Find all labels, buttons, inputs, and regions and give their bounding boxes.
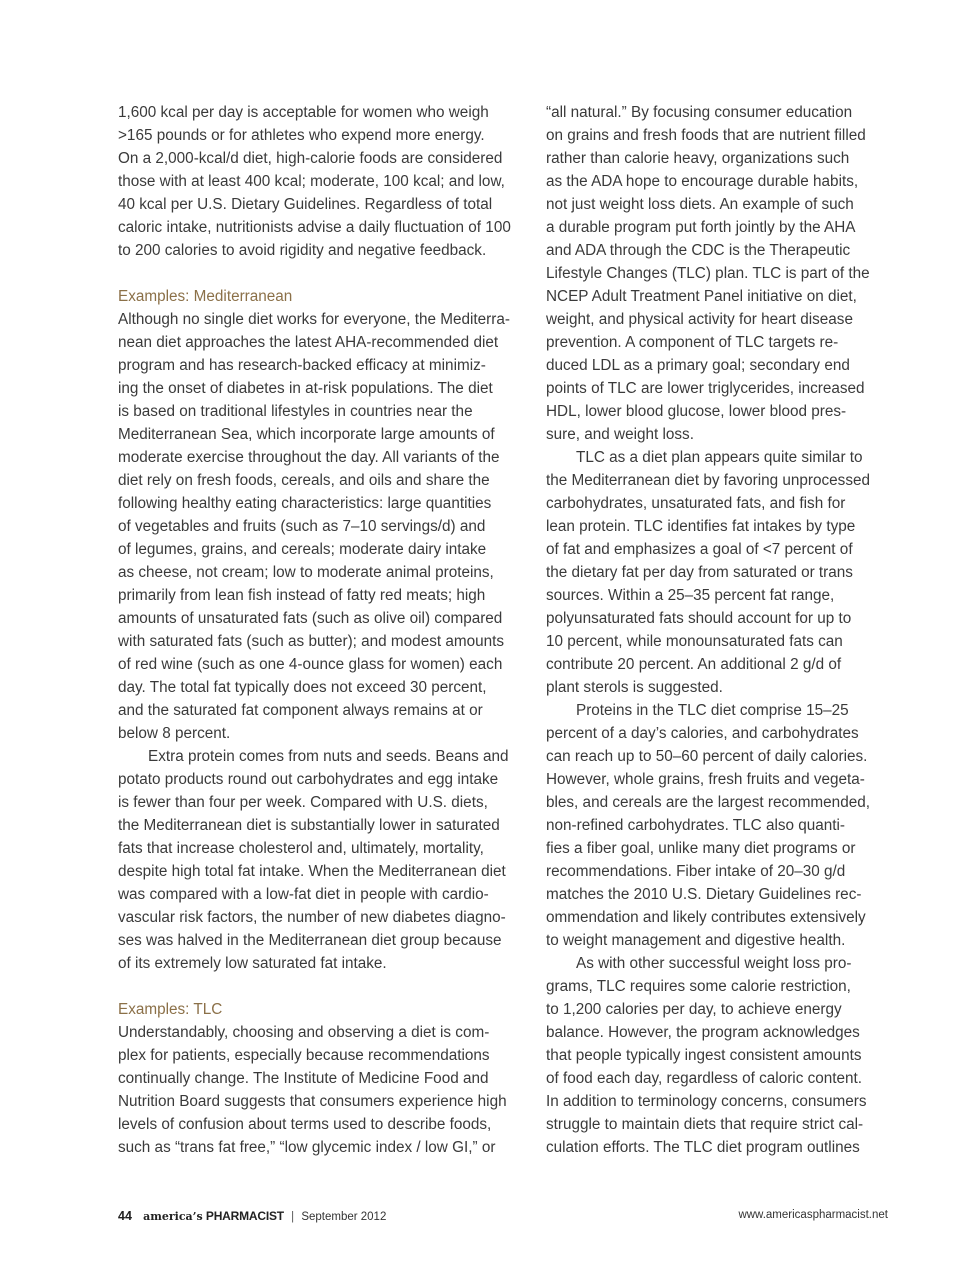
right-paragraph-1: “all natural.” By focusing consumer education on grains and fresh foods that are nutrient filled rather than calorie heavy, organizations such as the ADA hope to encourage durable habits, not just weight loss diets. An example of such a durable program put forth jointly by the AHA and ADA through the CDC is the Therapeutic Lifestyle Changes (TLC) plan. TLC is part of the NCEP Adult Treatment Panel initiative on diet, weight, and physical activity for heart disease prevention. A component of TLC targets re- duced LDL as a primary goal; secondary end points of TLC are lower triglycerides, increased HDL, lower blood glucose, lower blood pres- sure, and weight loss. bbox=[546, 104, 870, 443]
heading-tlc: Examples: TLC bbox=[118, 1001, 223, 1018]
footer-separator: | bbox=[291, 1211, 295, 1223]
right-paragraph-4: As with other successful weight loss pro- grams, TLC requires some calorie restriction, to 1,200 calories per day, to achieve energy balance. However, the program acknowledges that people typically ingest consistent amounts of food each day, regardless of caloric content. In addition to terminology concerns, consumers struggle to maintain diets that require strict cal- culation efforts. The TLC diet program outlines bbox=[546, 955, 867, 1156]
website-url: www.americaspharmacist.net bbox=[738, 1209, 888, 1221]
right-paragraph-3: Proteins in the TLC diet comprise 15–25 percent of a day’s calories, and carbohydrates can reach up to 50–60 percent of daily calories. However, whole grains, fresh fruits and vegeta- bles, and cereals are the largest recommended, non-refined carbohydrates. TLC also quanti- fies a fiber goal, unlike many diet programs or recommendations. Fiber intake of 20–30 g/d matches the 2010 U.S. Dietary Guidelines rec- ommendation and likely contributes extensively to weight management and digestive health. bbox=[546, 702, 870, 949]
right-paragraph-2: TLC as a diet plan appears quite similar to the Mediterranean diet by favoring unprocessed carbohydrates, unsaturated fats, and fish for lean protein. TLC identifies fat intakes by type of fat and emphasizes a goal of <7 percent of the dietary fat per day from saturated or trans sources. Within a 25–35 percent fat range, polyunsaturated fats should account for up to 10 percent, while monounsaturated fats can contribute 20 percent. An additional 2 g/d of plant sterols is suggested. bbox=[546, 449, 870, 696]
left-paragraph-1: 1,600 kcal per day is acceptable for women who weigh >165 pounds or for athletes who expend more energy. On a 2,000-kcal/d diet, high-calorie foods are considered those with at least 400 kcal; moderate, 100 kcal; and low, 40 kcal per U.S. Dietary Guidelines. Regardless of total caloric intake, nutritionists advise a daily fluctuation of 100 to 200 calories to avoid rigidity and negative feedback. bbox=[118, 104, 511, 259]
left-paragraph-3: Extra protein comes from nuts and seeds. Beans and potato products round out carbohydrates and egg intake is fewer than four per week. Compared with U.S. diets, the Mediterranean diet is substantially lower in saturated fats that increase cholesterol and, ultimately, mortality, despite high total fat intake. When the Mediterranean diet was compared with a low-fat diet in people with cardio- vascular risk factors, the number of new diabetes diagno- ses was halved in the Mediterranean diet group because of its extremely low saturated fat intake. bbox=[118, 748, 509, 972]
page-footer bbox=[118, 1209, 888, 1229]
heading-mediterranean: Examples: Mediterranean bbox=[118, 288, 293, 305]
footer-left bbox=[118, 1209, 386, 1223]
right-column bbox=[546, 101, 891, 1159]
left-column bbox=[118, 101, 528, 1159]
magazine-name: PHARMACIST bbox=[205, 1209, 284, 1223]
page-number: 44 bbox=[118, 1209, 132, 1223]
magazine-name-prefix: america’s bbox=[143, 1210, 203, 1223]
left-paragraph-4: Understandably, choosing and observing a diet is com- plex for patients, especially because recommendations continually change. The Institute of Medicine Food and Nutrition Board suggests that consumers experience high levels of confusion about terms used to describe foods, such as “trans fat free,” “low glycemic index / low GI,” or bbox=[118, 1024, 507, 1156]
left-paragraph-2: Although no single diet works for everyone, the Mediterra- nean diet approaches the latest AHA-recommended diet program and has research-backed efficacy at minimiz- ing the onset of diabetes in at-risk populations. The diet is based on traditional lifestyles in countries near the Mediterranean Sea, which incorporate large amounts of moderate exercise throughout the day. All variants of the diet rely on fresh foods, cereals, and oils and share the following healthy eating characteristics: large quantities of vegetables and fruits (such as 7–10 servings/d) and of legumes, grains, and cereals; moderate dairy intake as cheese, not cream; low to moderate animal proteins, primarily from lean fish instead of fatty red meats; high amounts of unsaturated fats (such as olive oil) compared with saturated fats (such as butter); and modest amounts of red wine (such as one 4-ounce glass for women) each day. The total fat typically does not exceed 30 percent, and the saturated fat component always remains at or below 8 percent. bbox=[118, 311, 510, 742]
issue-date: September 2012 bbox=[301, 1211, 387, 1223]
